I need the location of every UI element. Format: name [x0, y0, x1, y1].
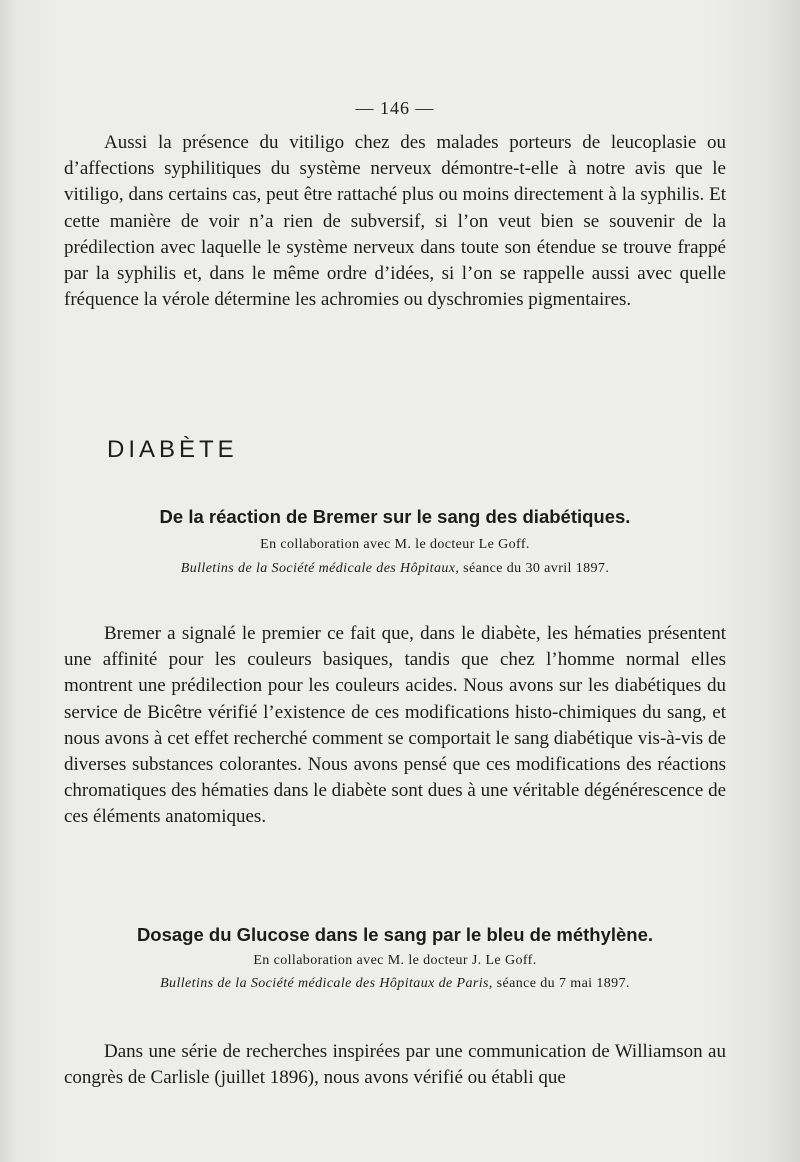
article-paragraph-text: Bremer a signalé le premier ce fait que, dans le diabète, les hématies présentent une affinité pour les couleurs basiques, tandis que chez l’homme normal elles montrent une prédilection pour les couleurs acides. Nous avons sur les diabétiques du service de Bicêtre vérifié l’existence de ces modifications histo-chimiques du sang, et nous avons à cet effet recherché comment se comportait le sang diabétique vis-à-vis de diverses substances colorantes. Nous avons pensé que ces modifications des réactions chromatiques des hématies dans le diabète sont dues à une véritable dégénérescence de ces éléments anatomiques. — [64, 623, 726, 828]
article-source-date: séance du 7 mai 1897. — [496, 976, 630, 991]
article-paragraph — [64, 1039, 726, 1091]
article-source-date: séance du 30 avril 1897. — [463, 561, 610, 576]
intro-paragraph-text: Aussi la présence du vitiligo chez des malades porteurs de leucoplasie ou d’affections syphilitiques du système nerveux démontre-t-elle à notre avis que le vitiligo, dans certains cas, peut être rattaché plus ou moins directement à la syphilis. Et cette manière de voir n’a rien de subversif, si l’on veut bien se souvenir de la prédilection avec laquelle le système nerveux dans toute son étendue se trouve frappé par la syphilis et, dans le même ordre d’idées, si l’on se rappelle aussi avec quelle fréquence la vérole détermine les achromies ou dyschromies pigmentaires. — [64, 132, 726, 311]
article-source — [0, 561, 790, 577]
article-title: De la réaction de Bremer sur le sang des diabétiques. — [159, 506, 631, 527]
article-paragraph — [64, 621, 726, 831]
intro-paragraph — [64, 130, 726, 313]
article-credit: En collaboration avec M. le docteur J. Le Goff. — [253, 953, 537, 968]
article-title: Dosage du Glucose dans le sang par le bleu de méthylène. — [136, 924, 654, 945]
article-source-journal: Bulletins de la Société médicale des Hôpitaux de Paris, — [160, 976, 493, 991]
article-paragraph-text: Dans une série de recherches inspirées par une communication de Williamson au congrès de Carlisle (juillet 1896), nous avons vérifié ou établi que — [64, 1041, 726, 1089]
article-source — [0, 976, 790, 992]
article-credit: En collaboration avec M. le docteur Le Goff. — [260, 537, 530, 552]
section-heading: DIABÈTE — [107, 436, 238, 463]
article-source-journal: Bulletins de la Société médicale des Hôpitaux, — [180, 561, 460, 576]
page-number: — 146 — — [355, 98, 435, 118]
